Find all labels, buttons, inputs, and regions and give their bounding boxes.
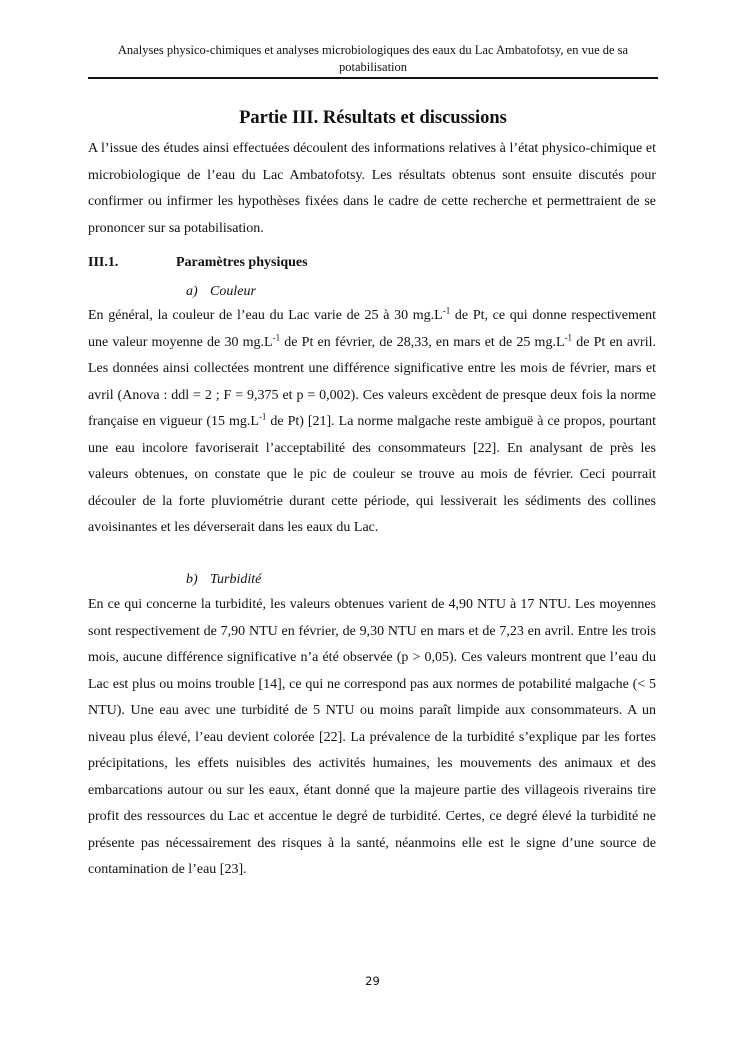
header-rule [88, 77, 658, 79]
text-run: En général, la couleur de l’eau du Lac varie de 25 à 30 mg.L [88, 308, 443, 323]
subsection-couleur-heading [186, 282, 256, 302]
running-header: Analyses physico-chimiques et analyses microbiologiques des eaux du Lac Ambatofotsy, en vue de sa potabilisation [117, 43, 629, 74]
superscript: -1 [272, 331, 281, 342]
section-number: III.1. [88, 255, 119, 270]
section-heading [88, 252, 658, 274]
text-run: de Pt) [21]. La norme malgache reste ambiguë à ce propos, pourtant une eau incolore favoriserait l’acceptabilité des consommateurs [22]. En analysant de près les valeurs obtenues, on constate que le pic de couleur se trouve au mois de février. Ceci pourrait découler de la forte pluviométrie durant cette période, qui lessiverait les sédiments des collines avoisinantes et les déverserait dans les eaux du Lac. [88, 414, 656, 535]
subsection-letter: a) [186, 284, 198, 299]
text-run: de Pt, ce qui donne respectivement une valeur moyenne de 30 mg.L [88, 308, 656, 350]
couleur-paragraph [88, 303, 656, 542]
text-run: de Pt en avril. Les données ainsi collectées montrent une différence significative entre les mois de février, mars et avril (Anova : ddl = 2 ; F = 9,375 et p = 0,002). Ces valeurs excèdent de presque deux fois la norme française en vigueur (15 mg.L [88, 334, 657, 429]
subsection-title: Turbidité [210, 572, 262, 587]
superscript: -1 [564, 331, 573, 342]
page-number: 29 [365, 974, 380, 988]
text-run: de Pt en février, de 28,33, en mars et de 25 mg.L [280, 334, 565, 350]
part-title: Partie III. Résultats et discussions [239, 108, 507, 128]
subsection-turbidite-heading [186, 570, 261, 590]
superscript: -1 [442, 305, 451, 316]
turbidite-paragraph: En ce qui concerne la turbidité, les valeurs obtenues varient de 4,90 NTU à 17 NTU. Les moyennes sont respectivement de 7,90 NTU en février, de 9,30 NTU en mars et de 7,23 en avril. Entre les trois mois, aucune différence significative n’a été observée (p > 0,05). Ces valeurs montrent que l’eau du Lac est plus ou moins trouble [14], ce qui ne correspond pas aux normes de potabilité malgache (< 5 NTU). Une eau avec une turbidité de 5 NTU ou moins paraît limpide aux consommateurs. A un niveau plus élevé, l’eau devient colorée [22]. La prévalence de la turbidité s’explique par les fortes précipitations, les effets nuisibles des activités humaines, les mouvements des animaux et des embarcations autour ou sur les eaux, étant donné que la majeure partie des villageois riverains tire profit des ressources du Lac et accentue le degré de turbidité. Certes, ce degré élevé la turbidité ne présente pas nécessairement des risques à la santé, néanmoins elle est le signe d’une source de contamination de l’eau [23]. [88, 597, 656, 877]
intro-paragraph: A l’issue des études ainsi effectuées découlent des informations relatives à l’état physico-chimique et microbiologique de l’eau du Lac Ambatofotsy. Les résultats obtenus sont ensuite discutés pour confirmer ou infirmer les hypothèses fixées dans le cadre de cette recherche et permettraient de se prononcer sur sa potabilisation. [88, 141, 656, 236]
subsection-letter: b) [186, 572, 198, 587]
superscript: -1 [258, 411, 267, 422]
subsection-title: Couleur [210, 284, 256, 299]
section-title: Paramètres physiques [176, 255, 308, 270]
